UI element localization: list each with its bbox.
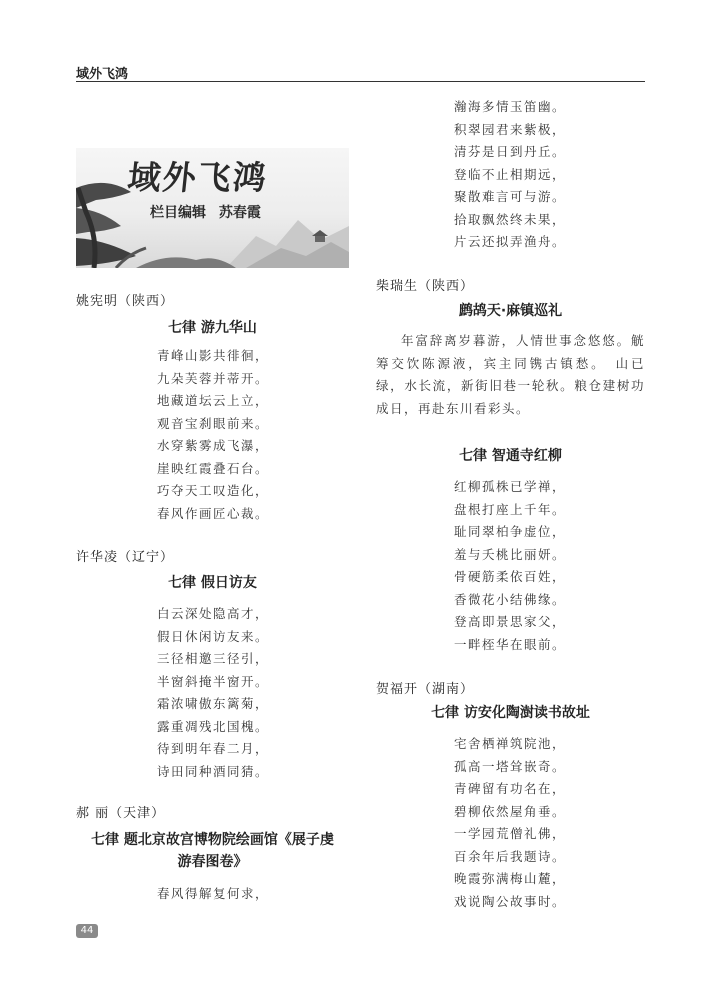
poem-line: 宅舍栖禅筑院池，	[454, 736, 567, 751]
poem-author: 贺福开（湖南）	[376, 682, 475, 697]
poem-author: 柴瑞生（陕西）	[376, 279, 475, 294]
poem-title: 七律 假日访友	[168, 575, 257, 591]
poem-line: 白云深处隐高才，	[157, 606, 270, 621]
poem-line: 百余年后我题诗。	[454, 848, 567, 864]
poem-body	[157, 345, 269, 525]
poem-line: 待到明年春二月，	[157, 741, 270, 756]
banner-title: 域外飞鸿	[125, 158, 270, 197]
poem-line: 聚散难言可与游。	[454, 189, 567, 204]
poem-author: 姚宪明（陕西）	[76, 294, 175, 309]
poem-line: 巧夺天工叹造化，	[157, 483, 270, 498]
poem-line: 半窗斜掩半窗开。	[157, 673, 270, 689]
poem-line: 春风得解复何求，	[157, 886, 270, 901]
poem-line: 片云还拟弄渔舟。	[454, 234, 567, 249]
poem-line: 香微花小结佛缘。	[454, 591, 567, 607]
poem-line: 戏说陶公故事时。	[454, 893, 567, 909]
poem-title-continued: 游春图卷》	[177, 854, 248, 870]
poem-body	[454, 733, 566, 913]
poem-line: 碧柳依然屋角垂。	[454, 803, 567, 819]
poem-line: 崖映红霞叠石台。	[157, 460, 270, 476]
poem-line: 骨硬筋柔依百姓，	[454, 569, 567, 584]
poem-line: 羞与夭桃比丽妍。	[454, 546, 567, 562]
poem-line: 青峰山影共徘徊，	[157, 348, 270, 363]
poem-line: 登高即景思家父，	[454, 614, 567, 629]
poem-title: 鹧鸪天·麻镇巡礼	[458, 303, 563, 319]
poem-line: 红柳孤株已学禅，	[454, 479, 567, 494]
poem-title: 七律 题北京故宫博物院绘画馆《展子虔	[91, 832, 334, 848]
poem-line: 盘根打座上千年。	[454, 501, 567, 517]
poem-line: 一畔桎华在眼前。	[454, 636, 567, 652]
poem-line: 拾取飘然终未果，	[454, 211, 567, 227]
poem-line: 霜浓啸傲东篱菊，	[157, 696, 270, 711]
poem-line: 诗田同种酒同猜。	[157, 763, 270, 779]
header-rule	[76, 81, 645, 82]
poem-title: 七律 访安化陶澍读书故址	[431, 705, 590, 721]
poem-title: 七律 游九华山	[168, 320, 257, 336]
poem-line: 清芬是日到丹丘。	[454, 144, 567, 159]
poem-line: 青碑留有功名在，	[454, 781, 567, 796]
poem-line: 九朵芙蓉并蒂开。	[157, 370, 270, 386]
poem-author: 许华凌（辽宁）	[76, 550, 175, 565]
banner-editor-credit: 栏目编辑 苏春霞	[150, 205, 261, 221]
poem-line: 登临不止相期远，	[454, 166, 567, 182]
poem-line: 水穿紫雾成飞瀑，	[157, 438, 270, 453]
poem-line: 晚霞弥满梅山麓，	[454, 871, 567, 886]
poem-line: 孤高一塔耸嵌奇。	[454, 758, 567, 774]
poem-line: 春风作画匠心裁。	[157, 505, 270, 521]
poem-line: 积翠园君来紫极，	[454, 121, 567, 137]
poem-title: 七律 智通寺红柳	[459, 448, 562, 464]
poem-line: 耻同翠柏争虚位，	[454, 524, 567, 539]
poem-line: 一学园荒僧礼佛，	[454, 826, 567, 841]
poem-line: 假日休闲访友来。	[157, 628, 270, 644]
poem-line: 露重凋残北国槐。	[157, 718, 270, 734]
poem-body	[157, 603, 269, 783]
poem-body	[157, 883, 269, 906]
poem-line: 瀚海多情玉笛幽。	[454, 99, 567, 114]
column-banner	[76, 148, 349, 268]
poem-body	[454, 476, 566, 656]
page-number-badge: 44	[76, 924, 98, 938]
poem-author: 郝 丽（天津）	[76, 806, 166, 821]
poem-line: 地藏道坛云上立，	[157, 393, 270, 408]
poem-line: 观音宝刹眼前来。	[157, 415, 270, 431]
poem-body-continued	[454, 96, 566, 254]
running-header-title: 域外飞鸿	[76, 67, 129, 82]
ci-poem-text: 年富辞离岁暮游，人情世事念悠悠。觥筹交饮陈源液，宾主同镌古镇愁。 山已绿，水长流，新街旧巷一轮秋。粮仓建树功成日，再赴东川看彩头。	[376, 333, 645, 416]
poem-line: 三径相邀三径引，	[157, 651, 270, 666]
